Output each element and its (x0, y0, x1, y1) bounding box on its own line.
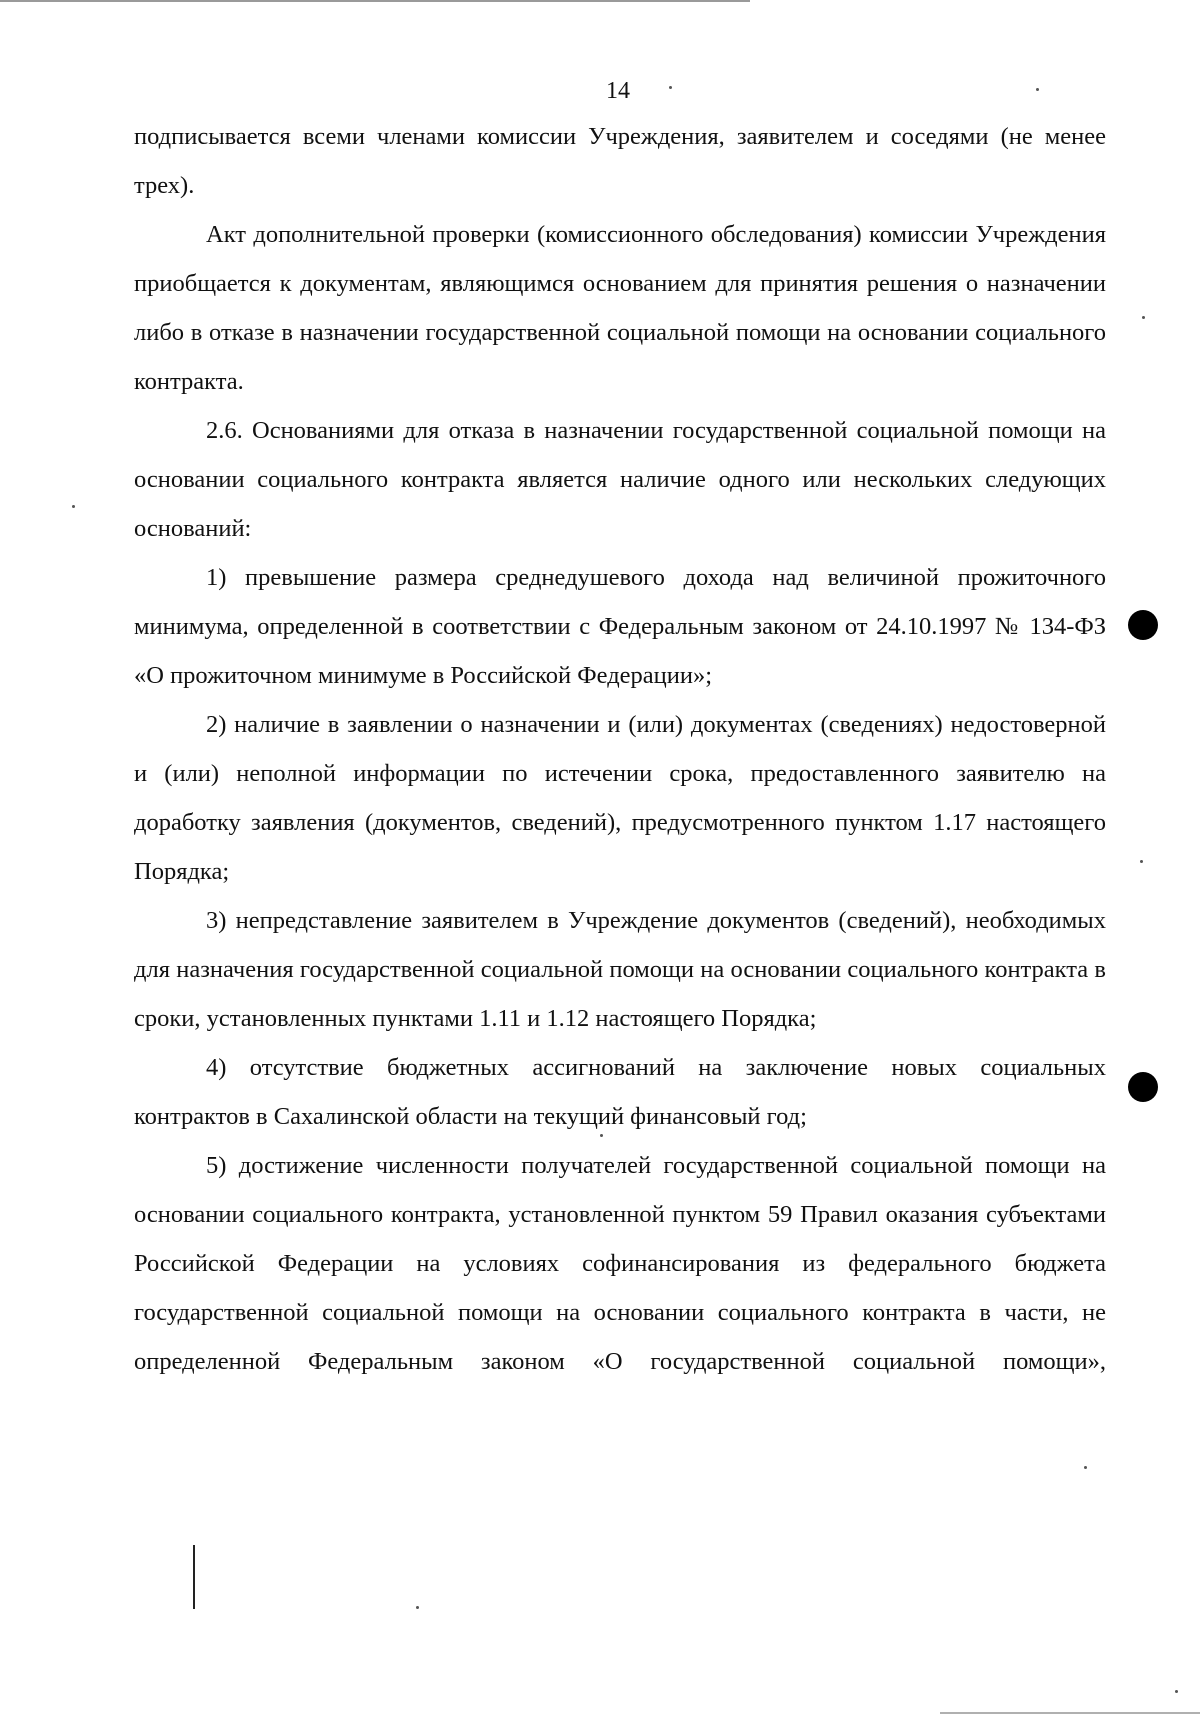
list-item-1: 1) превышение размера среднедушевого дохода над величиной прожиточного минимума, определенной в соответствии с Федеральным законом от 24.10.1997 № 134-ФЗ «О прожиточном минимуме в Российской Федерации»; (134, 564, 1106, 689)
scan-speck (669, 86, 672, 89)
list-item-3: 3) непредставление заявителем в Учреждение документов (сведений), необходимых для назначения государственной социальной помощи на основании социального контракта в сроки, установленных пунктами 1.11 и 1.12 настоящего Порядка; (134, 907, 1106, 1032)
scan-speck (416, 1606, 419, 1609)
scan-speck (1036, 88, 1039, 91)
list-item-5: 5) достижение численности получателей государственной социальной помощи на основании социального контракта, установленной пунктом 59 Правил оказания субъектами Российской Федерации на условиях софинансирования из федерального бюджета государственной социальной помощи на основании социального контракта в части, не определенной Федеральным законом «О государственной социальной помощи», (134, 1152, 1106, 1375)
paragraph-act: Акт дополнительной проверки (комиссионного обследования) комиссии Учреждения приобщается к документам, являющимся основанием для принятия решения о назначении либо в отказе в назначении государственной социальной помощи на основании социального контракта. (134, 221, 1106, 395)
document-body (134, 112, 1106, 1386)
scan-speck (1175, 1690, 1178, 1693)
page-number: 14 (606, 78, 630, 104)
punch-hole-mark (1128, 1072, 1158, 1102)
paragraph-continuation: подписывается всеми членами комиссии Учреждения, заявителем и соседями (не менее трех). (134, 123, 1106, 199)
margin-pen-mark (193, 1545, 195, 1609)
list-item-4: 4) отсутствие бюджетных ассигнований на заключение новых социальных контрактов в Сахалинской области на текущий финансовый год; (134, 1054, 1106, 1130)
scan-speck (1140, 860, 1143, 863)
scan-speck (1084, 1466, 1087, 1469)
scan-speck (1142, 316, 1145, 319)
punch-hole-mark (1128, 610, 1158, 640)
scan-speck (72, 505, 75, 508)
list-item-2: 2) наличие в заявлении о назначении и (или) документах (сведениях) недостоверной и (или) неполной информации по истечении срока, предоставленного заявителю на доработку заявления (документов, сведений), предусмотренного пунктом 1.17 настоящего Порядка; (134, 711, 1106, 885)
scan-top-edge (0, 0, 750, 2)
paragraph-2-6: 2.6. Основаниями для отказа в назначении государственной социальной помощи на основании социального контракта является наличие одного или нескольких следующих оснований: (134, 417, 1106, 542)
scan-speck (600, 1134, 603, 1137)
